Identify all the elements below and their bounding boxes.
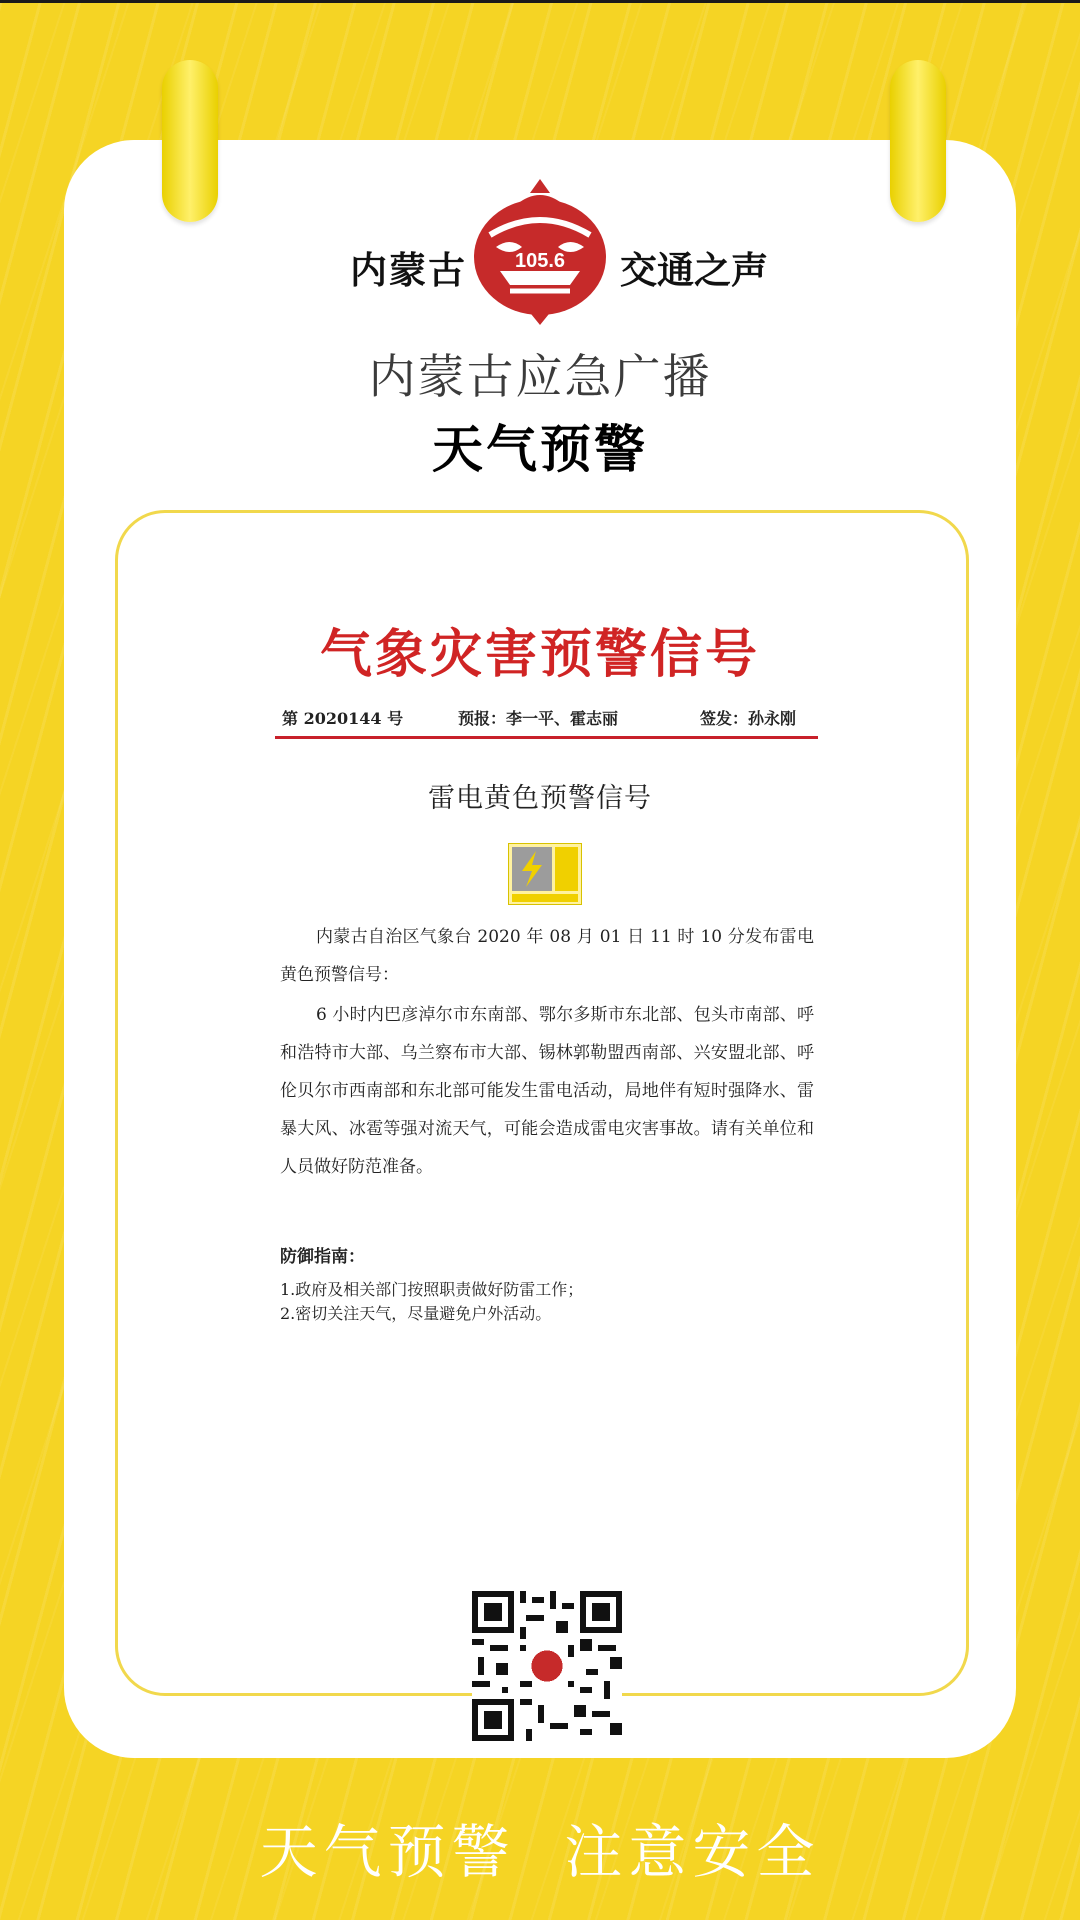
page-subtitle: 内蒙古应急广播 <box>368 350 712 405</box>
thunder-yellow-warning-icon <box>508 843 582 905</box>
brand-right-text: 交通之声 <box>620 249 768 292</box>
brand-left-text: 内蒙古 <box>350 249 467 292</box>
document-title: 气象灾害预警信号 <box>319 624 760 685</box>
defense-guide-title: 防御指南： <box>280 1247 365 1267</box>
defense-guide-item: 2.密切关注天气，尽量避免户外活动。 <box>280 1304 552 1323</box>
defense-guide-item: 1.政府及相关部门按照职责做好防雷工作； <box>280 1280 584 1299</box>
footer-slogan: 天气预警 注意安全 <box>259 1818 821 1886</box>
top-edge-line <box>0 0 1080 3</box>
page-title: 天气预警 <box>431 421 648 480</box>
header-divider <box>275 736 818 739</box>
signal-title: 雷电黄色预警信号 <box>428 783 652 814</box>
document-number: 第 2020144 号 <box>282 709 404 728</box>
paragraph-warning-detail: 6 小时内巴彦淖尔市东南部、鄂尔多斯市东北部、包头市南部、呼和浩特市大部、乌兰察布市大部、锡林郭勒盟西南部、兴安盟北部、呼伦贝尔市西南部和东北部可能发生雷电活动，局地伴有短时强降水、雷暴大风、冰雹等强对流天气，可能会造成雷电灾害事故。请有关单位和人员做好防范准备。 <box>280 1005 814 1177</box>
radio-station-logo-icon <box>470 175 610 327</box>
brand-logo <box>0 175 1080 335</box>
issuer: 签发：孙永刚 <box>700 709 797 728</box>
frequency-label: 105.6 <box>514 250 566 272</box>
forecaster: 预报：李一平、霍志丽 <box>458 709 619 728</box>
qr-code-icon[interactable] <box>472 1591 622 1741</box>
paragraph-issue-notice: 内蒙古自治区气象台 2020 年 08 月 01 日 11 时 10 分发布雷电黄色预警信号： <box>280 927 814 985</box>
